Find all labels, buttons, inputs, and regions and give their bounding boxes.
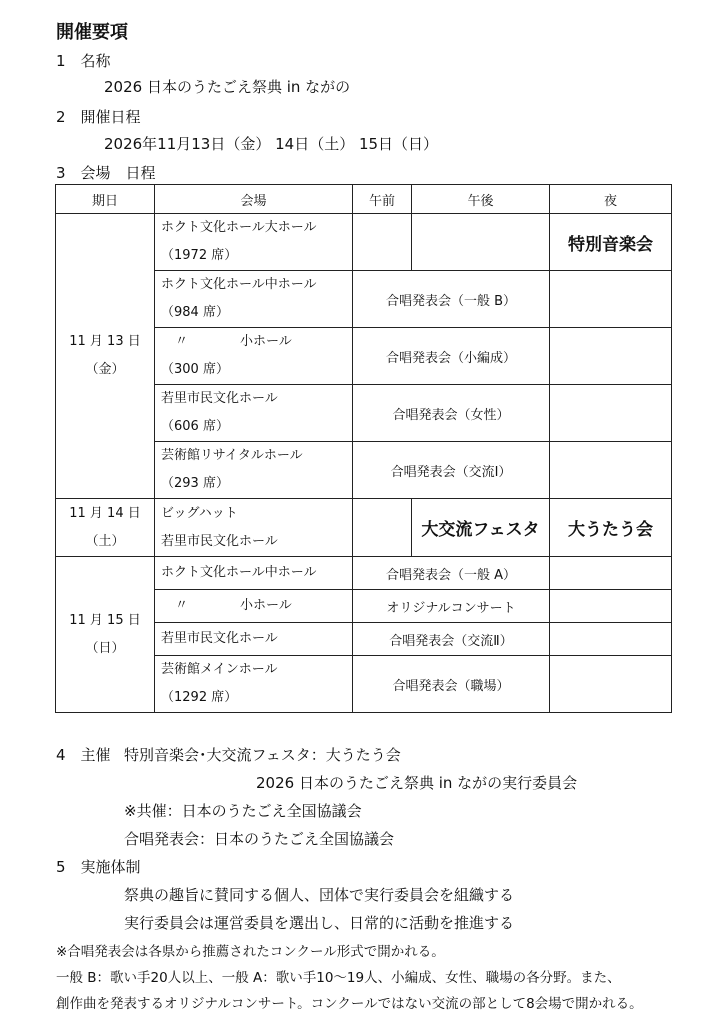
event-cell: 合唱発表会（交流Ⅱ） (353, 623, 550, 656)
header-venue: 会場 (155, 185, 353, 214)
morning-cell (353, 499, 412, 557)
event-cell: 合唱発表会（女性） (353, 385, 550, 442)
night-cell (550, 328, 672, 385)
night-event: 大うたう会 (550, 499, 672, 557)
section-4-line-3: ※共催：日本のうたごえ全国協議会 (124, 802, 362, 820)
section-5-line-1: 祭典の趣旨に賛同する個人、団体で実行委員会を組織する (124, 886, 515, 904)
section-4-line-4: 合唱発表会：日本のうたごえ全国協議会 (124, 830, 395, 848)
table-header-row (56, 185, 672, 214)
venue-name: ホクト文化ホール中ホール (155, 557, 353, 590)
event-cell: 合唱発表会（一般 B） (353, 271, 550, 328)
event-cell: 合唱発表会（職場） (353, 656, 550, 713)
venue-cell (155, 214, 353, 271)
header-date: 期日 (56, 185, 155, 214)
header-night: 夜 (550, 185, 672, 214)
venue-name: ホクト文化ホール大ホール (161, 220, 317, 235)
night-cell (550, 656, 672, 713)
venue-name: 芸術館リサイタルホール (161, 448, 303, 463)
venue-cell (155, 271, 353, 328)
date-day2: 11 月 14 日 (69, 505, 141, 521)
section-5-heading: 5 実施体制 (56, 858, 141, 876)
afternoon-cell (412, 214, 550, 271)
table-row (56, 499, 672, 557)
header-afternoon: 午後 (412, 185, 550, 214)
night-cell (550, 385, 672, 442)
event-cell: オリジナルコンサート (353, 590, 550, 623)
night-cell (550, 590, 672, 623)
morning-cell (353, 214, 412, 271)
venue-name: ホクト文化ホール中ホール (161, 277, 317, 292)
venue-seats: （606 席） (161, 419, 229, 434)
event-cell: 合唱発表会（交流Ⅰ） (353, 442, 550, 499)
venue-name: 若里市民文化ホール (155, 623, 353, 656)
weekday-day2: （土） (85, 533, 125, 549)
section-3-heading: 3 会場 日程 (56, 164, 156, 182)
section-2-body: 2026年11月13日（金） 14日（土） 15日（日） (104, 135, 439, 153)
page-title: 開催要項 (56, 22, 128, 43)
venue-cell (155, 442, 353, 499)
weekday-day1: （金） (85, 362, 125, 377)
date-cell-day3 (56, 557, 155, 713)
note-3: 創作曲を発表するオリジナルコンサート。コンクールではない交流の部として8会場で開かれる。 (56, 996, 643, 1012)
night-cell (550, 557, 672, 590)
section-1-body: 2026 日本のうたごえ祭典 in ながの (104, 78, 351, 96)
venue-seats: （984 席） (161, 305, 229, 320)
schedule-table (55, 184, 672, 713)
note-1: ※合唱発表会は各県から推薦されたコンクール形式で開かれる。 (56, 944, 445, 960)
venue-cell (155, 499, 353, 557)
date-day1: 11 月 13 日 (69, 334, 141, 349)
header-morning: 午前 (353, 185, 412, 214)
venue-name: 若里市民文化ホール (161, 391, 278, 406)
date-day3: 11 月 15 日 (69, 612, 141, 628)
venue-name: ビッグハット (161, 505, 238, 521)
note-2: 一般 B：歌い手20人以上、一般 A：歌い手10～19人、小編成、女性、職場の各分野。また、 (56, 970, 621, 986)
weekday-day3: （日） (85, 640, 125, 656)
event-cell: 合唱発表会（小編成） (353, 328, 550, 385)
venue-seats: （1292 席） (161, 690, 238, 705)
night-cell (550, 623, 672, 656)
section-5-line-2: 実行委員会は運営委員を選出し、日常的に活動を推進する (124, 914, 515, 932)
section-4-heading: 4 主催 (56, 746, 111, 764)
table-row (56, 214, 672, 271)
section-4-line-1: 特別音楽会･大交流フェスタ：大うたう会 (124, 746, 401, 764)
venue-seats: （293 席） (161, 476, 229, 491)
venue-cell (155, 656, 353, 713)
venue-name: 〃 小ホール (175, 334, 292, 349)
venue-cell (155, 590, 353, 623)
venue-name: 芸術館メインホール (161, 662, 278, 677)
venue-cell (155, 328, 353, 385)
table-row (56, 557, 672, 590)
venue-seats: （300 席） (161, 362, 229, 377)
date-cell-day1 (56, 214, 155, 499)
date-cell-day2 (56, 499, 155, 557)
night-cell (550, 271, 672, 328)
venue-name: 〃 小ホール (175, 598, 292, 613)
section-4-line-2: 2026 日本のうたごえ祭典 in ながの実行委員会 (256, 774, 578, 792)
event-cell: 合唱発表会（一般 A） (353, 557, 550, 590)
venue-name-2: 若里市民文化ホール (161, 533, 278, 549)
night-cell (550, 442, 672, 499)
venue-cell (155, 385, 353, 442)
section-2-heading: 2 開催日程 (56, 108, 141, 126)
afternoon-event: 大交流フェスタ (412, 499, 550, 557)
venue-seats: （1972 席） (161, 248, 238, 263)
night-event: 特別音楽会 (550, 214, 672, 271)
section-1-heading: 1 名称 (56, 52, 111, 70)
